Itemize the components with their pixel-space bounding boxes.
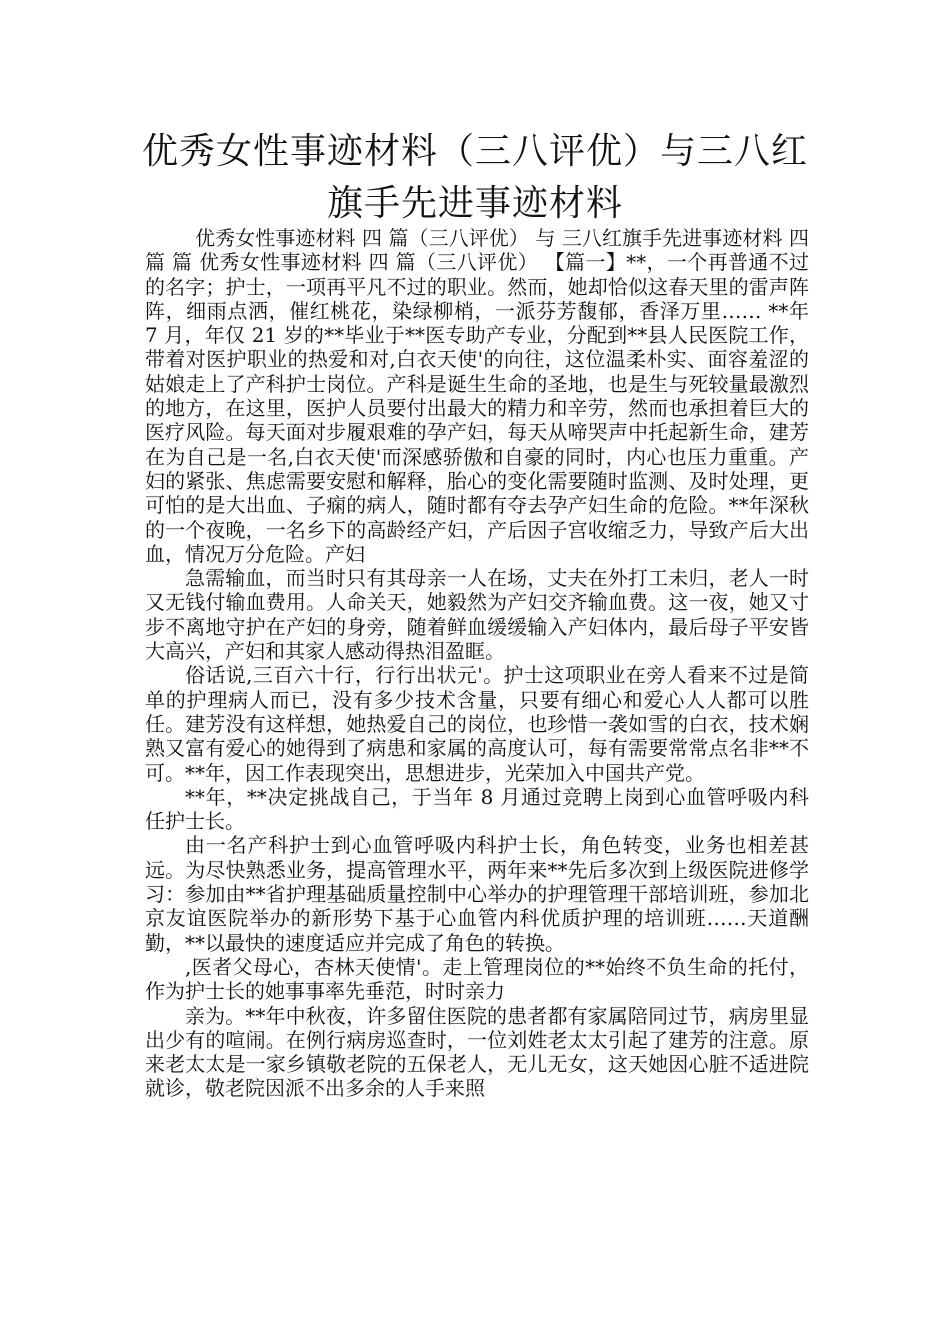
paragraph-7: 亲为。**年中秋夜，许多留住医院的患者都有家属陪同过节，病房里显出少有的喧闹。在例行病房巡查时，一位刘姓老太太引起了建芳的注意。原来老太太是一家乡镇敬老院的五保老人，无儿无女，这天她因心脏不适进院就诊，敬老院因派不出多余的人手来照 <box>145 1003 809 1101</box>
paragraph-6: ,医者父母心，杏林天使情'。走上管理岗位的**始终不负生命的托付，作为护士长的她事事率先垂范，时时亲力 <box>145 954 809 1004</box>
title-line-1: 优秀女性事迹材料（三八评优）与三八红 <box>141 131 808 172</box>
paragraph-3: 俗话说,三百六十行，行行出状元'。护士这项职业在旁人看来不过是简单的护理病人而已，没有多少技术含量，只要有细心和爱心人人都可以胜任。建芳没有这样想，她热爱自己的岗位，也珍惜一袭如雪的白衣，技术娴熟又富有爱心的她得到了病患和家属的高度认可，每有需要常常点名非**不可。**年，因工作表现突出，思想进步，光荣加入中国共产党。 <box>145 663 809 785</box>
paragraph-4: **年，**决定挑战自己，于当年 8 月通过竞聘上岗到心血管呼吸内科任护士长。 <box>145 784 809 834</box>
paragraph-2: 急需输血，而当时只有其母亲一人在场，丈夫在外打工未归，老人一时又无钱付输血费用。人命关天，她毅然为产妇交齐输血费。这一夜，她又寸步不离地守护在产妇的身旁，随着鲜血缓缓输入产妇体内，最后母子平安皆大高兴，产妇和其家人感动得热泪盈眶。 <box>145 566 809 664</box>
document-title <box>140 126 810 230</box>
paragraph-5: 由一名产科护士到心血管呼吸内科护士长，角色转变，业务也相差甚远。为尽快熟悉业务，提高管理水平，两年来**先后多次到上级医院进修学习：参加由**省护理基础质量控制中心举办的护理管理干部培训班，参加北京友谊医院举办的新形势下基于心血管内科优质护理的培训班……天道酬勤，**以最快的速度适应并完成了角色的转换。 <box>145 833 809 955</box>
title-line-2: 旗手先进事迹材料 <box>326 183 623 224</box>
document-body <box>145 226 809 1101</box>
paragraph-1: 优秀女性事迹材料 四 篇（三八评优） 与 三八红旗手先进事迹材料 四篇 篇 优秀女性事迹材料 四 篇（三八评优） 【篇一】**，一个再普通不过的名字；护士，一项再平凡不过的职业。然而，她却恰似这春天里的雷声阵阵，细雨点洒，催红桃花，染绿柳梢，一派芬芳馥郁，香泽万里…… **年 7 月，年仅 21 岁的**毕业于**医专助产专业，分配到**县人民医院工作，带着对医护职业的热爱和对,白衣天使'的向往，这位温柔朴实、面容羞涩的姑娘走上了产科护士岗位。产科是诞生生命的圣地，也是生与死较量最激烈的地方，在这里，医护人员要付出最大的精力和辛劳，然而也承担着巨大的医疗风险。每天面对步履艰难的孕产妇，每天从啼哭声中托起新生命，建芳在为自己是一名,白衣天使'而深感骄傲和自豪的同时，内心也压力重重。产妇的紧张、焦虑需要安慰和解释，胎心的变化需要随时监测、及时处理，更可怕的是大出血、子痫的病人，随时都有夺去孕产妇生命的危险。**年深秋的一个夜晚，一名乡下的高龄经产妇，产后因子宫收缩乏力，导致产后大出血，情况万分危险。产妇 <box>145 226 809 566</box>
